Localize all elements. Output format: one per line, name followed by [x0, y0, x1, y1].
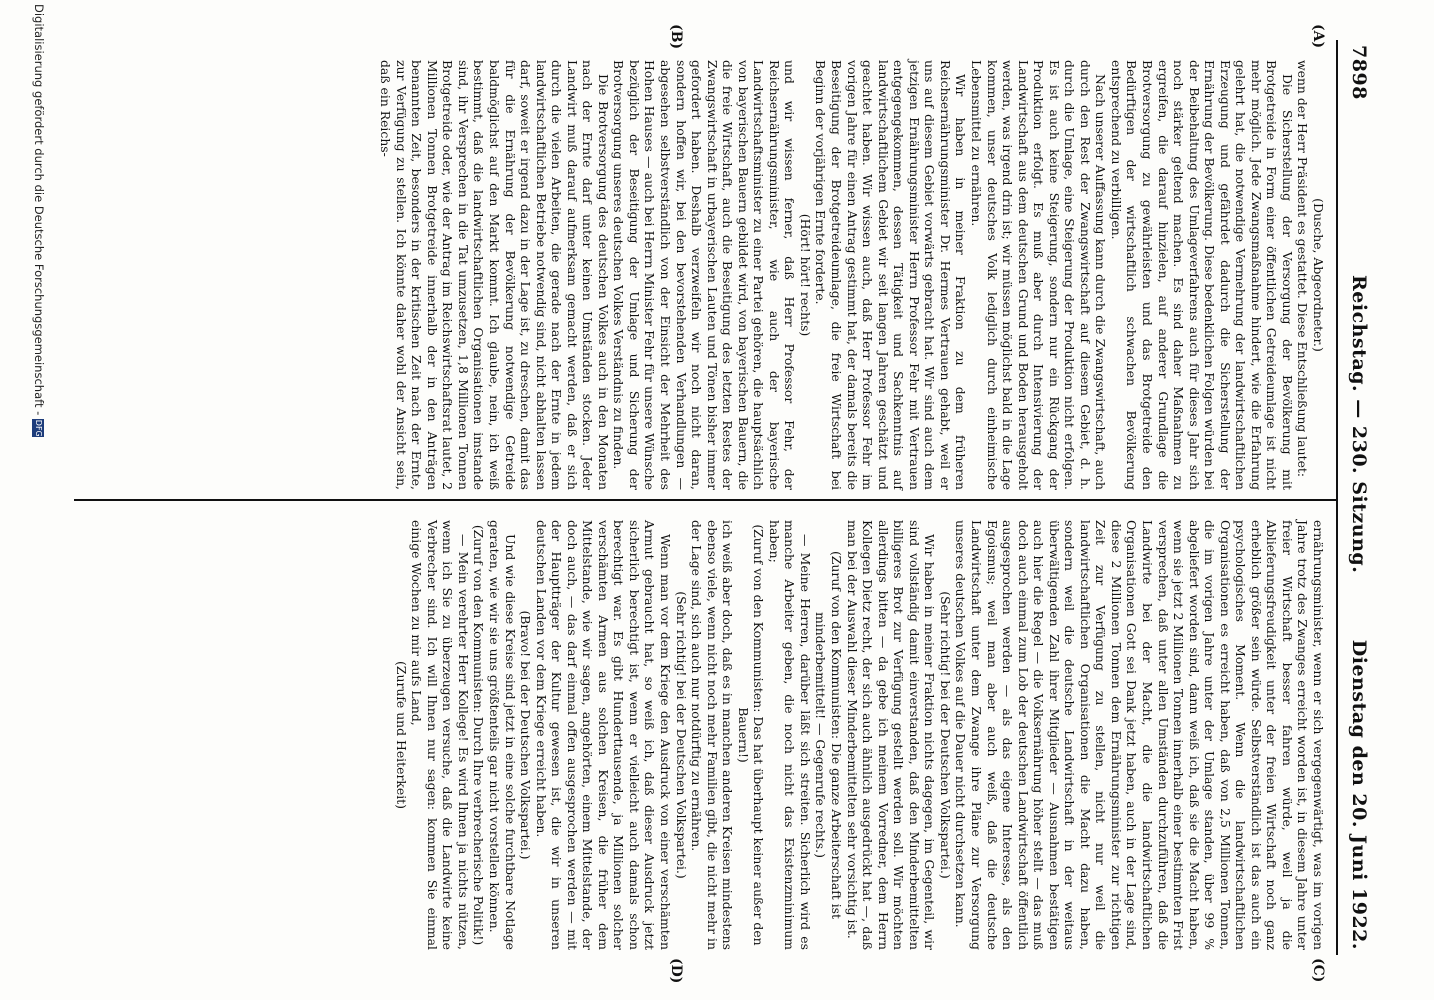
credit-text: Digitalisierung gefördert durch die Deutsche Forschungsgemeinschaft -	[32, 4, 46, 416]
margin-marker-c: (C)	[1310, 958, 1326, 983]
paragraph: — Meine Herren, darüber läßt sich streiten. Sicherlich wird es manche Arbeiter geben, die noch nicht das Existenzminimum haben;	[766, 520, 813, 950]
paragraph: ich weiß aber doch, daß es in manchen anderen Kreisen mindestens ebenso viele, wenn nicht noch mehr Familien gibt, die nicht mehr in der Lage sind, sich auch nur notdürftig zu ernähren.	[689, 520, 736, 950]
digitization-credit	[32, 4, 46, 437]
margin-marker-d: (D)	[668, 958, 684, 984]
paragraph: Und wie diese Kreise sind jetzt in eine solche furchtbare Notlage geraten, wie wir sie uns größtenteils gar nicht vorstellen können.	[487, 520, 518, 950]
paragraph: und wir wissen ferner, daß Herr Professor Fehr, der Reichsernährungsminister, wie auch der bayerische Landwirtschaftsminister zu einer Partei gehören, die hauptsächlich von bayerischen Bauern gebildet wird, von bayerischen Bauern, die die freie Wirtschaft, auch die Beseitigung des letzten Restes der Zwangswirtschaft in urbayerischen Lauten und Tönen bisher immer gefordert haben. Deshalb verzweifeln wir noch nicht daran, sondern hoffen wir, bei den bevorstehenden Verhandlungen — abgesehen selbstverständlich von der Einsicht der Mehrheit des Hohen Hauses — auch bei Herrn Minister Fehr für unsere Wünsche bezüglich der Beseitigung der Umlage und Sicherung der Brotversorgung unseres deutschen Volkes Verständnis zu finden.	[611, 60, 798, 490]
resolution-text: Die Sicherstellung der Versorgung der Bevölkerung mit Brotgetreide in Form einer öffentlichen Getreideumlage ist nicht mehr möglich. Jede Zwangsmaßnahme hindert, wie die Erfahrung gelehrt hat, die notwendige Vermehrung der landwirtschaftlichen Erzeugung und gefährdet dadurch die Sicherstellung der Ernährung der Bevölkerung. Diese bedenklichen Folgen würden bei der Beibehaltung des Umlageverfahrens auch für dieses Jahr sich noch stärker geltend machen. Es sind daher Maßnahmen zu ergreifen, die darauf hinzielen, auf anderer Grundlage die Brotversorgung zu gewährleisten und das Brotgetreide den Bedürftigen der wirtschaftlich schwachen Bevölkerung entsprechend zu verbilligen.	[1108, 60, 1295, 490]
paragraph: ernährungsminister, wenn er sich vergegenwärtigt, was im vorigen Jahre trotz des Zwanges erreicht worden ist, in diesem Jahre unter freier Wirtschaft besser fahren würde, weil ja die Ablieferungsfreudigkeit unter der freien Wirtschaft noch ganz erheblich größer sein würde. Selbstverständlich ist das auch ein psychologisches Moment. Wenn die landwirtschaftlichen Organisationen es erreicht haben, daß von 2,5 Millionen Tonnen, die im vorigen Jahre unter der Umlage standen, über 99 % abgeliefert worden sind, dann weiß ich, daß sie die Macht haben, wenn sie jetzt 2 Millionen Tonnen innerhalb einer bestimmten Frist versprechen, daß unter allen Umständen durchzuführen, daß die Landwirte bei der Macht, die die landwirtschaftlichen Organisationen Gott sei Dank jetzt haben, auch in der Lage sind, diese 2 Millionen Tonnen dem Ernährungsminister zur richtigen Zeit zur Verfügung zu stellen, nicht nur weil die landwirtschaftlichen Organisationen die Macht dazu haben, sondern weil die deutsche Landwirtschaft in der weitaus überwältigenden Zahl ihrer Mitglieder — Ausnahmen bestätigen auch hier die Regel — die Volksernährung höher stellt — das muß doch auch einmal zum Lob der deutschen Landwirtschaft öffentlich ausgesprochen werden — als das eigene Interesse, als den Egoismus; weil man aber auch weiß, daß die deutsche Landwirtschaft unter dem Zwange ihre Pläne zur Versorgung unseres deutschen Volkes auf die Dauer nicht durchsetzen kann.	[953, 520, 1326, 950]
interjection: (Zuruf von den Kommunisten: Die ganze Arbeiterschaft ist minderbemittelt! — Gegenrufe rechts.)	[813, 550, 845, 920]
interjection: (Zuruf von den Kommunisten: Das hat überhaupt keiner außer den Bauern!)	[735, 524, 767, 946]
paragraph: Wir haben in meiner Fraktion nichts dagegen, im Gegenteil, wir sind vollständig damit einverstanden, daß den Minderbemittelten billigeres Brot zur Verfügung gestellt werden soll. Wir möchten allerdings bitten — da gebe ich meinem Vorredner, dem Herrn Kollegen Dietz recht, der sich auch ähnlich ausgedrückt hat —, daß man bei der Auswahl dieser Minderbemittelten sehr vorsichtig ist.	[844, 520, 938, 950]
speaker-line: (Dusche, Abgeordneter.)	[1311, 198, 1326, 352]
margin-marker-a: (A)	[1310, 24, 1326, 49]
margin-marker-b: (B)	[668, 24, 684, 50]
left-column	[378, 60, 1326, 490]
session-title: Reichstag. — 230. Sitzung.	[1348, 275, 1370, 574]
paragraph: Wir haben in meiner Fraktion zu dem früheren Reichsernährungsminister Dr. Hermes Vertrauen gehabt, weil er uns auf diesem Gebiet vorwärts gebracht hat. Wir sind auch dem jetzigen Ernährungsminister Herrn Professor Fehr mit Vertrauen entgegengekommen, dessen Tätigkeit und Sachkenntnis auf landwirtschaftlichem Gebiet wir seit langen Jahren geschätzt und geachtet haben. Wir wissen auch, daß Herr Professor Fehr im vorigen Jahre für einen Antrag gestimmt hat, der damals bereits die Beseitigung der Brotgetreideumlage, die freie Wirtschaft bei Beginn der vorjährigen Ernte forderte.	[813, 60, 969, 490]
interjection: (Sehr richtig! bei der Deutschen Volkspartei.)	[937, 591, 953, 879]
paragraph: wenn der Herr Präsident es gestattet. Diese Entschließung lautet:	[1295, 60, 1311, 478]
paragraph: Nach unserer Auffassung kann durch die Zwangswirtschaft, auch durch den Rest der Zwangswirtschaft auf diesem Gebiet, d. h. durch die Umlage, eine Steigerung der Produktion nicht erfolgen. Es ist auch keine Steigerung, sondern nur ein Rückgang der Produktion erfolgt. Es muß aber durch Intensivierung der Landwirtschaft aus dem deutschen Grund und Boden herausgeholt werden, was irgend drin ist; wir müssen möglichst bald in die Lage kommen, unser deutsches Volk lediglich durch einheimische Lebensmittel zu ernähren.	[968, 60, 1109, 490]
paragraph: Die Brotversorgung des deutschen Volkes auch in den Monaten nach der Ernte darf unter keinen Umständen stocken. Jeder Landwirt muß darauf aufmerksam gemacht werden, daß er sich durch die vielen Arbeiten, die gerade nach der Ernte in jedem landwirtschaftlichen Betriebe notwendig sind, nicht abhalten lassen darf, soweit er irgend dazu in der Lage ist, zu dreschen, damit das für die Ernährung der Bevölkerung notwendige Getreide baldmöglichst auf den Markt kommt. Ich glaube, nein, ich weiß bestimmt, daß die landwirtschaftlichen Organisationen imstande sind, ihr Versprechen in die Tat umzusetzen, 1,8 Millionen Tonnen Brotgetreide oder, wie der Antrag im Reichswirtschaftsrat lautet, 2 Millionen Tonnen Brotgetreide innerhalb der in den Anträgen benannten Zeit, besonders in der kritischen Zeit nach der Ernte, zur Verfügung zu stellen. Ich könnte daher wohl der Ansicht sein, daß ein Reichs-	[378, 60, 611, 490]
page-header	[1340, 45, 1374, 950]
right-column	[393, 520, 1326, 950]
dfg-logo: DFG	[34, 419, 44, 437]
interjection: (Sehr richtig! bei der Deutschen Volkspartei.)	[673, 591, 689, 879]
session-date: Dienstag den 20. Juni 1922.	[1348, 639, 1370, 950]
column-divider	[74, 499, 1336, 501]
interjection: (Zuruf von den Kommunisten: Durch Ihre verbrecherische Politik!)	[471, 524, 487, 946]
paragraph: — Mein verehrter Herr Kollege! Es wird Ihnen ja nichts nützen, wenn ich Sie zu überzeugen versuche, daß die Landwirte keine Verbrecher sind. Ich will Ihnen nur sagen: kommen Sie einmal einige Wochen zu mir aufs Land,	[409, 520, 471, 950]
page-number: 7898	[1348, 45, 1370, 100]
paragraph: Wenn man vor dem Kriege den Ausdruck von einer verschämten Armut gebraucht hat, so weiß ich, daß dieser Ausdruck jetzt sicherlich berechtigt ist, wenn er vielleicht auch damals schon berechtigt war. Es gibt Hunderttausende, ja Millionen solcher verschämten Armen aus solchen Kreisen, die früher dem Mittelstande, wie wir sagen, angehörten, einem Mittelstande, der doch auch, — das darf einmal offen ausgesprochen werden — mit der Hauptträger der Kultur gewesen ist, die wir in unseren deutschen Landen vor dem Kriege erreicht haben.	[533, 520, 674, 950]
interjection: (Bravo! bei der Deutschen Volkspartei.)	[518, 610, 534, 860]
interjection: (Hört! hört! rechts)	[797, 213, 813, 337]
interjection: (Zurufe und Heiterkeit)	[393, 661, 409, 809]
header-rule	[1336, 40, 1338, 955]
